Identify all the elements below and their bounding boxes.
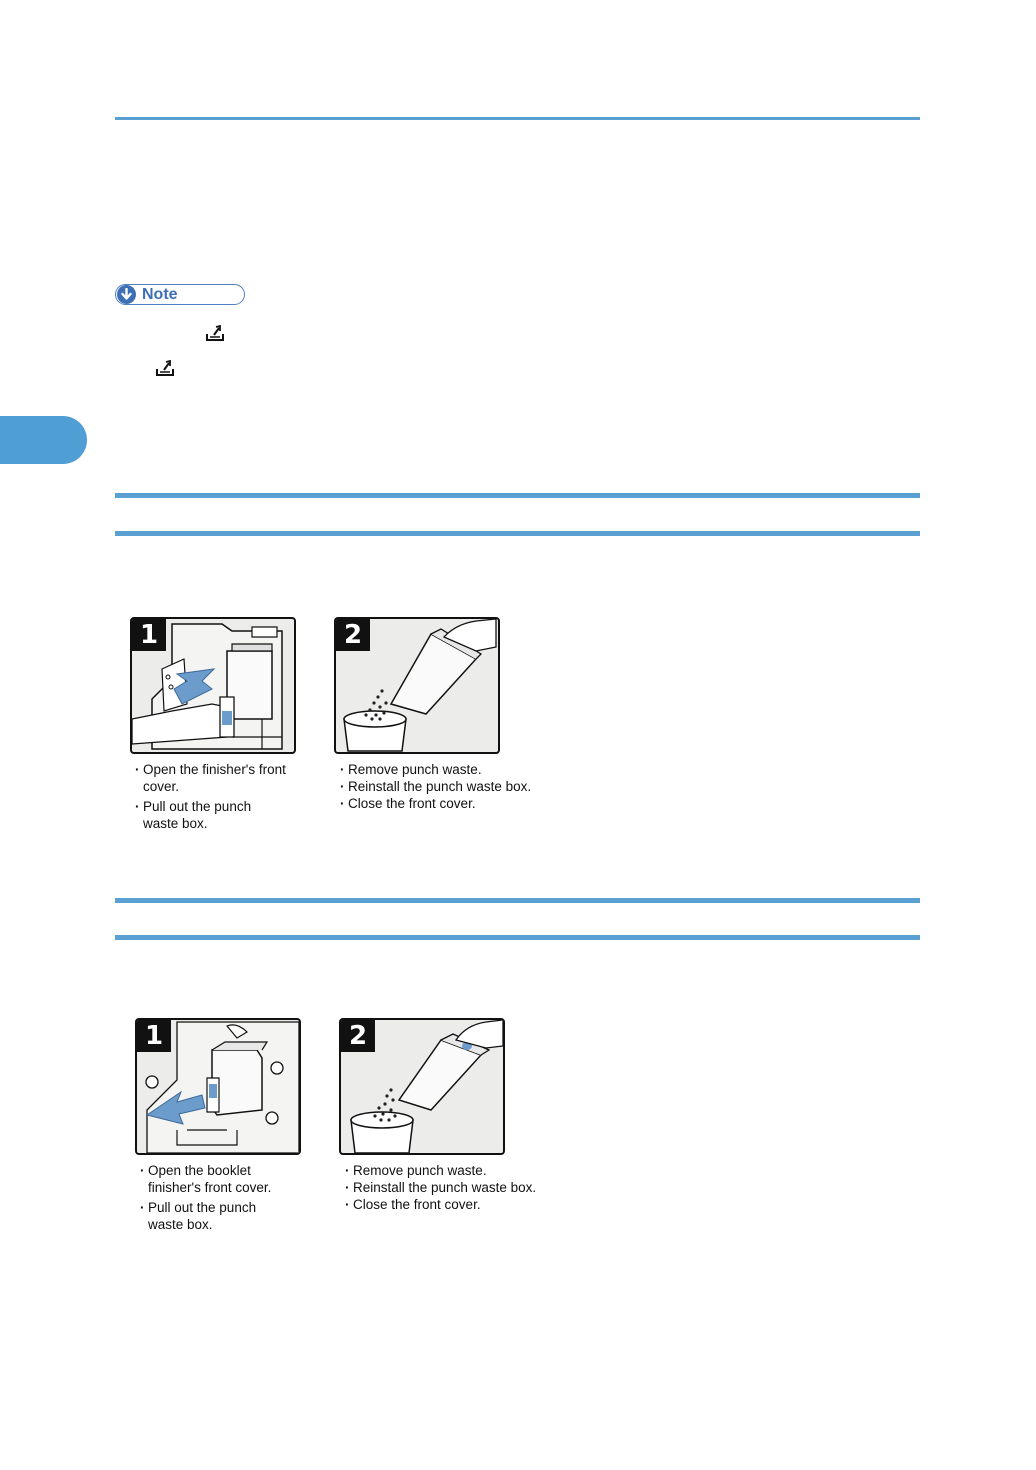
caption-bullet: · Reinstall the punch waste box. — [340, 778, 560, 795]
header-rule — [115, 117, 920, 120]
section-2-step-2-caption — [345, 1162, 565, 1213]
caption-bullet: · Remove punch waste. — [340, 761, 560, 778]
tray-icon — [206, 325, 224, 341]
section-1-heading-top-rule — [115, 493, 920, 498]
step-number: 1 — [137, 1020, 171, 1052]
step-number: 2 — [341, 1020, 375, 1052]
caption-bullet: · Pull out the punch waste box. — [135, 798, 320, 832]
step-number: 2 — [336, 619, 370, 651]
caption-bullet: · Close the front cover. — [345, 1196, 565, 1213]
section-2-step-2-illustration — [339, 1018, 505, 1155]
section-2-heading-bottom-rule — [115, 935, 920, 940]
section-1-step-2-illustration — [334, 617, 500, 754]
arrow-down-circle-icon — [117, 285, 136, 304]
section-1-step-1-illustration — [130, 617, 296, 754]
section-1-step-1-caption — [135, 761, 320, 835]
caption-bullet: · Open the finisher's front cover. — [135, 761, 320, 795]
caption-bullet: · Remove punch waste. — [345, 1162, 565, 1179]
section-2-step-1-illustration — [135, 1018, 301, 1155]
caption-bullet: · Reinstall the punch waste box. — [345, 1179, 565, 1196]
caption-bullet: · Open the booklet finisher's front cover. — [140, 1162, 330, 1196]
note-badge — [115, 284, 245, 305]
section-1-heading-bottom-rule — [115, 531, 920, 536]
section-2-heading-top-rule — [115, 898, 920, 903]
section-2-step-1-caption — [140, 1162, 330, 1236]
note-label: Note — [142, 286, 178, 303]
section-1-step-2-caption — [340, 761, 560, 812]
caption-bullet: · Pull out the punch waste box. — [140, 1199, 330, 1233]
chapter-tab[interactable] — [0, 416, 87, 464]
tray-icon — [156, 360, 174, 376]
step-number: 1 — [132, 619, 166, 651]
caption-bullet: · Close the front cover. — [340, 795, 560, 812]
